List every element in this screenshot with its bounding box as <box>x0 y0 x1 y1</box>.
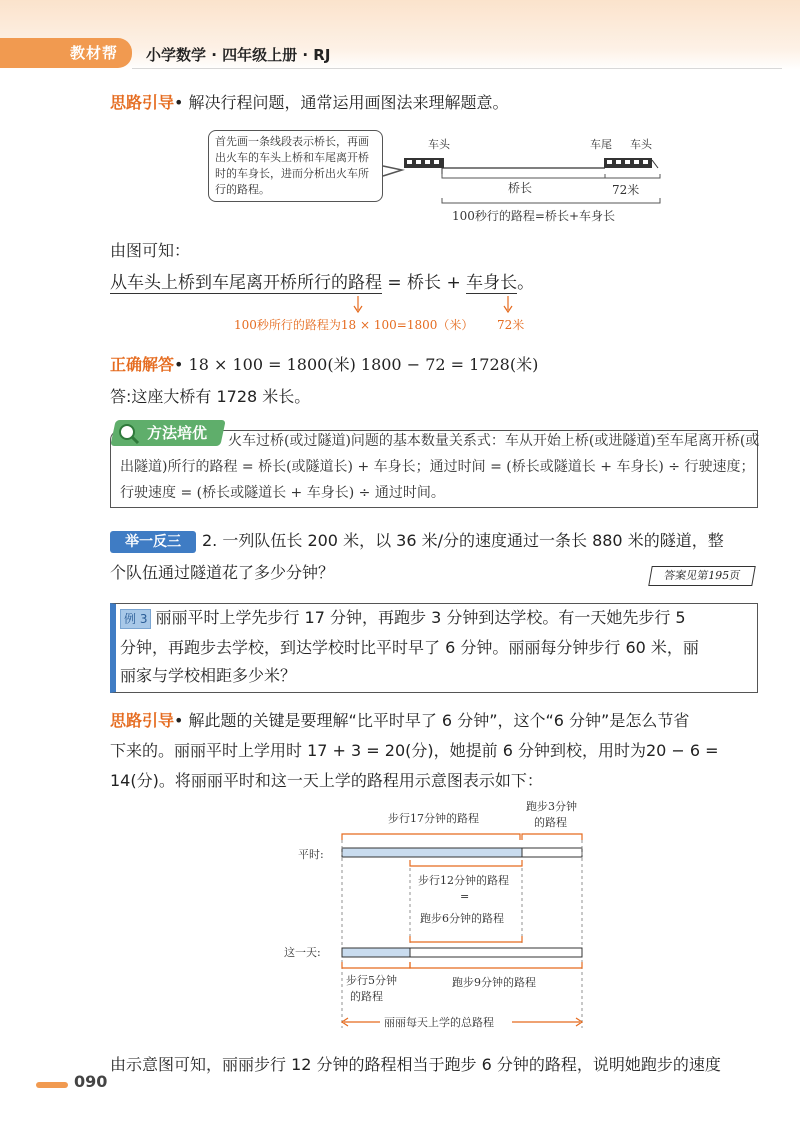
book-title: 小学数学 · 四年级上册 · RJ <box>146 46 331 64</box>
label-walk17: 步行17分钟的路程 <box>388 812 479 825</box>
label-dot-icon: • <box>174 711 184 730</box>
formula-period: 。 <box>517 273 535 293</box>
thinking-guide-text: 解决行程问题，通常运用画图法来理解题意。 <box>188 93 509 112</box>
guide2-line1: 解此题的关键是要理解“比平时早了 6 分钟”，这个“6 分钟”是怎么节省 <box>188 711 690 730</box>
train-left-icon <box>404 158 444 168</box>
label-dot-icon: • <box>174 355 184 374</box>
thinking-guide-1 <box>110 92 509 114</box>
label-run6: 跑步6分钟的路程 <box>420 912 504 925</box>
label-head-left: 车头 <box>428 138 450 151</box>
walk-bar-normal <box>342 848 522 857</box>
brand-tab: 教材帮 <box>0 38 132 68</box>
note-pointer <box>383 166 402 176</box>
answer-reply: 答:这座大桥有 1728 米长。 <box>110 387 311 406</box>
guide2-line2: 下来的。丽丽平时上学用时 17 + 3 = 20(分)，她提前 6 分钟到校，用时为20 − 6 = <box>110 741 719 760</box>
guide2-line3: 14(分)。将丽丽平时和这一天上学的路程用示意图表示如下： <box>110 771 543 790</box>
example3-line1 <box>120 607 686 629</box>
label-run3-a: 跑步3分钟 <box>526 800 577 813</box>
formula-line <box>110 272 534 294</box>
answer-reference: 答案见第195页 <box>648 566 756 586</box>
run6-bracket <box>410 936 522 942</box>
page-number-bar <box>36 1082 68 1088</box>
formula-note-right: 72米 <box>497 318 525 332</box>
bridge-diagram <box>380 130 670 230</box>
diagram1-note: 首先画一条线段表示桥长，再画出火车的车头上桥和车尾离开桥时的车身长，进而分析出火车所行的路程。 <box>208 130 383 202</box>
conclusion-text: 由示意图可知，丽丽步行 12 分钟的路程相当于跑步 6 分钟的路程，说明她跑步的速度 <box>110 1055 721 1074</box>
walk12-bracket <box>410 860 522 866</box>
label-walk5-b: 的路程 <box>350 990 383 1003</box>
label-car-length: 72米 <box>612 183 640 197</box>
page-number: 090 <box>74 1072 108 1091</box>
run-bar-normal <box>522 848 582 857</box>
car-bracket <box>605 174 660 178</box>
label-total-distance: 丽丽每天上学的总路程 <box>384 1016 494 1029</box>
practice-line2: 个队伍通过隧道花了多少分钟？ <box>110 563 335 582</box>
route-diagram <box>280 796 600 1041</box>
thinking-guide-label: 思路引导 <box>110 93 175 112</box>
correct-answer <box>110 354 538 376</box>
method-body: 火车过桥(或过隧道)问题的基本数量关系式：车从开始上桥(或进隧道)至车尾离开桥(或出隧道)所行的路程 = 桥长(或隧道长) + 车身长；通过时间 = (桥长或隧道长 + 车身长) ÷ 行驶速度；行驶速度 = (桥长或隧道长 + 车身长) ÷ 通过时间。 <box>120 433 760 501</box>
label-run9: 跑步9分钟的路程 <box>452 976 536 989</box>
formula-arrows <box>350 296 520 316</box>
label-tail: 车尾 <box>590 138 612 151</box>
bridge-bracket <box>442 174 605 178</box>
label-total: 100秒行的路程=桥长+车身长 <box>452 209 616 223</box>
formula-left: 从车头上桥到车尾离开桥所行的路程 <box>110 273 382 293</box>
example3-line3: 丽家与学校相距多少米？ <box>120 666 297 685</box>
header-divider <box>132 68 782 69</box>
label-walk12: 步行12分钟的路程 <box>418 874 509 887</box>
label-oneday: 这一天: <box>284 946 321 959</box>
formula-eq: = 桥长 + <box>382 273 467 293</box>
train-right-icon <box>604 158 652 168</box>
thinking-guide-label: 思路引导 <box>110 711 175 730</box>
label-walk5-a: 步行5分钟 <box>346 974 397 987</box>
walk17-bracket <box>342 834 520 840</box>
walk5-bracket <box>342 962 410 968</box>
example3-text1: 丽丽平时上学先步行 17 分钟，再跑步 3 分钟到达学校。有一天她先步行 5 <box>155 608 686 627</box>
label-head-right: 车头 <box>630 138 652 151</box>
walk-bar-oneday <box>342 948 410 957</box>
run3-bracket <box>522 834 582 840</box>
label-dot-icon: • <box>174 93 184 112</box>
correct-answer-label: 正确解答 <box>110 355 175 374</box>
total-bracket <box>442 198 660 203</box>
practice-line1: 2. 一列队伍长 200 米，以 36 米/分的速度通过一条长 880 米的隧道，整 <box>202 531 724 550</box>
run9-bracket <box>410 962 582 968</box>
label-run3-b: 的路程 <box>534 816 567 829</box>
label-equal: = <box>460 890 470 903</box>
from-diagram: 由图可知： <box>110 241 191 260</box>
method-text <box>120 428 760 506</box>
example3-line2: 分钟，再跑步去学校，到达学校时比平时早了 6 分钟。丽丽每分钟步行 60 米，丽 <box>120 638 699 657</box>
formula-note-left: 100秒所行的路程为18 × 100=1800（米） <box>234 318 474 332</box>
example3-tag: 例 3 <box>120 609 151 629</box>
formula-right: 车身长 <box>466 273 518 293</box>
label-normal: 平时: <box>298 848 324 861</box>
thinking-guide-2 <box>110 710 689 732</box>
practice-tag: 举一反三 <box>110 531 196 553</box>
label-bridge: 桥长 <box>508 181 533 195</box>
method-label: 方法培优 <box>147 424 208 442</box>
answer-calc: 18 × 100 = 1800(米) 1800 − 72 = 1728(米) <box>188 355 539 374</box>
run-bar-oneday <box>410 948 582 957</box>
